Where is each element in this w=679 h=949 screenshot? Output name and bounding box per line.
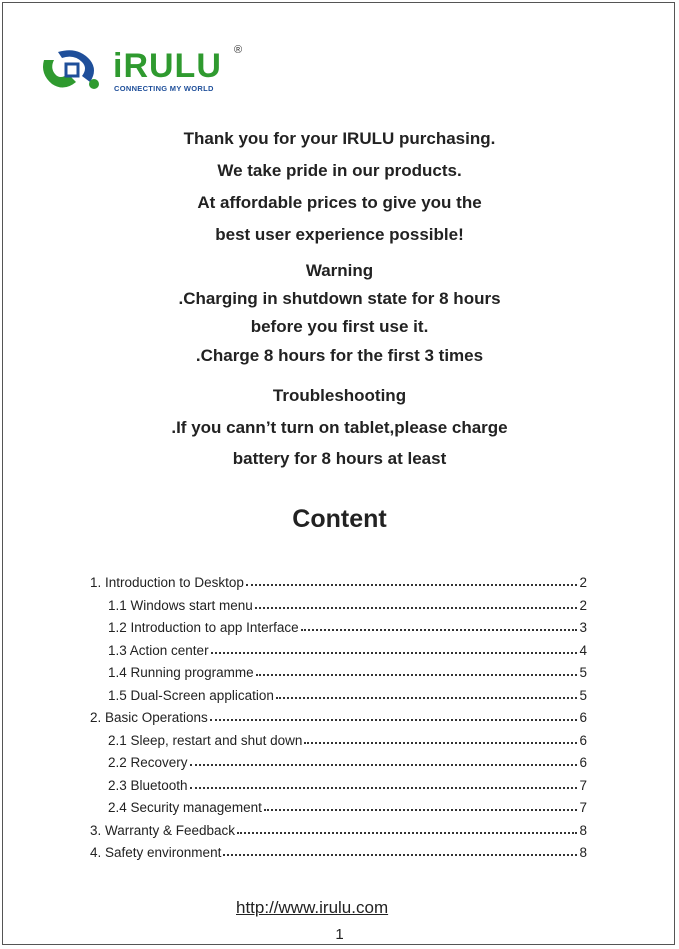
toc-entry-title: 2.1 Sleep, restart and shut down (108, 732, 303, 748)
toc-entry-page: 6 (579, 732, 587, 748)
toc-entry[interactable] (108, 662, 587, 680)
toc-entry-page: 5 (579, 687, 587, 703)
toc-entry-page: 7 (579, 777, 587, 793)
toc-leader (276, 697, 578, 699)
toc-entry[interactable] (108, 595, 587, 613)
website-link[interactable]: http://www.irulu.com (236, 898, 389, 917)
toc-entry[interactable] (90, 842, 587, 860)
toc-entry-page: 4 (579, 642, 587, 658)
irulu-logo (38, 44, 258, 98)
toc-entry[interactable] (108, 617, 587, 635)
toc-entry-page: 8 (579, 845, 587, 860)
troubleshooting-heading: Troubleshooting (272, 386, 407, 405)
toc-leader (301, 629, 578, 631)
troubleshooting-line: battery for 8 hours at least (232, 449, 447, 468)
toc-entry[interactable] (108, 797, 587, 815)
toc-entry[interactable] (108, 752, 587, 770)
toc-leader (211, 652, 578, 654)
warning-line: before you first use it. (250, 317, 429, 336)
toc-entry-title: 1.5 Dual-Screen application (108, 687, 274, 703)
toc-leader (246, 584, 578, 586)
toc-entry-page: 6 (579, 755, 587, 770)
toc-entry-title: 1.1 Windows start menu (108, 597, 253, 613)
intro-line: best user experience possible! (215, 225, 464, 244)
warning-line: .Charging in shutdown state for 8 hours (178, 289, 501, 308)
toc-entry[interactable] (90, 820, 587, 838)
warning-heading: Warning (305, 261, 374, 280)
toc-leader (255, 607, 578, 609)
toc-entry-page: 6 (579, 710, 587, 725)
irulu-logo-icon (38, 44, 108, 98)
toc-entry[interactable] (108, 640, 587, 658)
toc-leader (237, 832, 577, 834)
logo-tagline: CONNECTING MY WORLD (114, 84, 214, 93)
toc-leader (223, 854, 577, 856)
toc-leader (210, 719, 578, 721)
toc-entry-page: 8 (579, 822, 587, 838)
toc-leader (264, 809, 578, 811)
intro-line: At affordable prices to give you the (197, 193, 482, 212)
toc-entry[interactable] (108, 730, 587, 748)
toc-entry-title: 2.3 Bluetooth (108, 777, 188, 793)
toc-leader (190, 787, 578, 789)
warning-line: .Charge 8 hours for the first 3 times (195, 346, 484, 365)
toc-entry-title: 1.4 Running programme (108, 665, 254, 680)
intro-line: Thank you for your IRULU purchasing. (183, 129, 496, 148)
toc-entry[interactable] (108, 685, 587, 703)
toc-leader (190, 764, 578, 766)
logo-registered-mark: ® (234, 44, 243, 56)
toc-entry-page: 7 (579, 800, 587, 815)
logo-brand-text: iRULU (113, 47, 222, 85)
toc-entry-title: 4. Safety environment (90, 845, 222, 860)
toc-entry[interactable] (108, 775, 587, 793)
content-title: Content (292, 505, 387, 533)
toc-entry-title: 3. Warranty & Feedback (90, 822, 236, 838)
toc-entry-title: 1.2 Introduction to app Interface (108, 620, 299, 635)
toc-leader (256, 674, 578, 676)
toc-leader (304, 742, 577, 744)
toc-entry-page: 3 (579, 620, 587, 635)
toc-entry[interactable] (90, 707, 587, 725)
toc-entry-page: 2 (579, 575, 587, 590)
toc-entry-title: 2.2 Recovery (108, 755, 188, 770)
toc-entry-title: 1.3 Action center (108, 642, 209, 658)
toc-entry-page: 5 (579, 665, 587, 680)
toc-entry-title: 2.4 Security management (108, 800, 262, 815)
page-number: 1 (335, 926, 344, 943)
toc-entry-title: 1. Introduction to Desktop (90, 575, 244, 590)
toc-entry-page: 2 (579, 597, 587, 613)
intro-line: We take pride in our products. (217, 161, 462, 180)
toc-entry[interactable] (90, 572, 587, 590)
toc-entry-title: 2. Basic Operations (90, 710, 208, 725)
troubleshooting-line: .If you cann’t turn on tablet,please charge (171, 418, 508, 437)
